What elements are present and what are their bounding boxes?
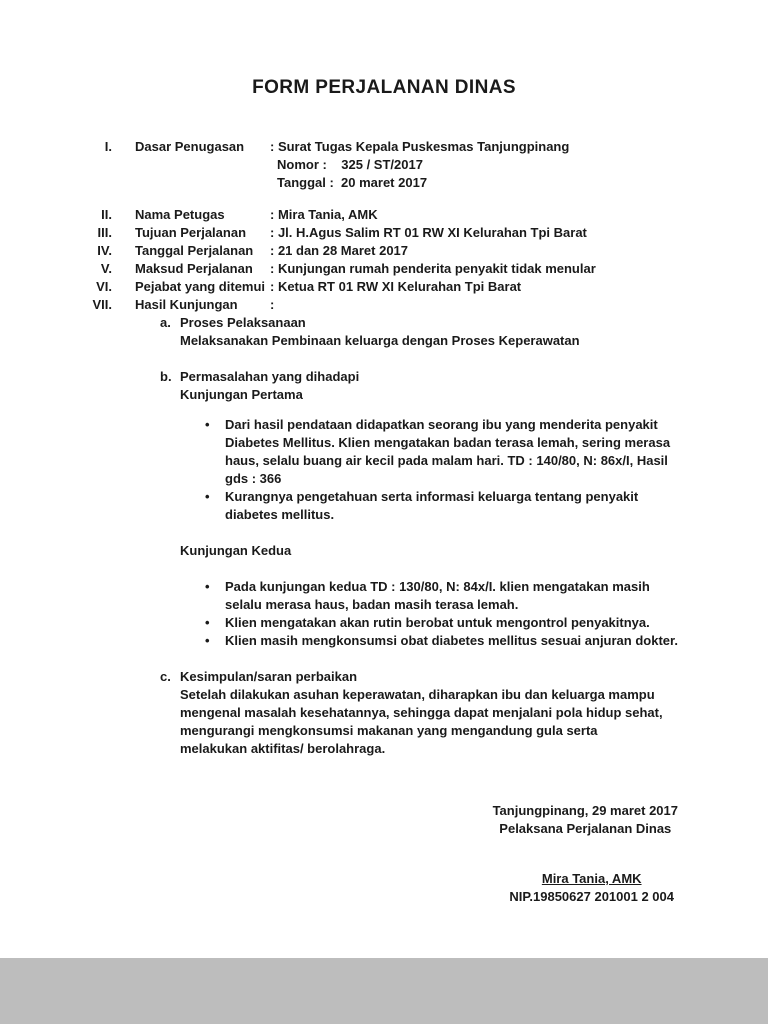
item-value: : Kunjungan rumah penderita penyakit tidak menular (270, 261, 596, 276)
section-title: Permasalahan yang dihadapi (180, 369, 360, 384)
bullet-text: Pada kunjungan kedua TD : 130/80, N: 84x/I. klien mengatakan masih selalu merasa haus, badan masih terasa lemah. (225, 579, 650, 612)
section-heading (160, 668, 768, 686)
section-heading (160, 368, 768, 386)
closing-place-date: Tanjungpinang, 29 maret 2017 (492, 803, 678, 818)
item-row-tanggal-perjalanan (0, 242, 768, 260)
signer-name: Mira Tania, AMK (541, 871, 642, 886)
section-letter: c. (160, 669, 171, 684)
scanner-background-edge (0, 958, 768, 1024)
bullet-icon: • (205, 417, 210, 432)
bullet-icon: • (205, 615, 210, 630)
section-heading (160, 314, 768, 332)
section-c-kesimpulan (160, 668, 768, 758)
bullet-text: Klien mengatakan akan rutin berobat untuk mengontrol penyakitnya. (225, 615, 650, 630)
item-value: : Mira Tania, AMK (270, 207, 378, 222)
item-row-nama-petugas (0, 206, 768, 224)
bullet-item (205, 614, 768, 632)
item-value: : Jl. H.Agus Salim RT 01 RW XI Kelurahan Tpi Barat (270, 225, 587, 240)
item-row-hasil-kunjungan (0, 296, 768, 314)
item-value: : 21 dan 28 Maret 2017 (270, 243, 409, 258)
item-value: : Surat Tugas Kepala Puskesmas Tanjungpinang (270, 139, 570, 154)
section-b-permasalahan (160, 368, 768, 650)
item-number: VI. (96, 279, 112, 294)
section-title: Kesimpulan/saran perbaikan (180, 669, 358, 684)
item-value: : (270, 297, 275, 312)
spacer (0, 192, 768, 206)
item-label: Tujuan Perjalanan (135, 225, 247, 240)
closing-role: Pelaksana Perjalanan Dinas (499, 821, 672, 836)
item-extra-tanggal: Tanggal : 20 maret 2017 (277, 175, 428, 190)
bullet-text: Klien masih mengkonsumsi obat diabetes mellitus sesuai anjuran dokter. (225, 633, 678, 648)
bullet-item (205, 632, 768, 650)
section-title: Proses Pelaksanaan (180, 315, 306, 330)
bullet-item (205, 578, 768, 614)
item-row-tujuan-perjalanan (0, 224, 768, 242)
signature-block (509, 870, 674, 906)
item-number: II. (101, 207, 112, 222)
item-row-pejabat-ditemui (0, 278, 768, 296)
section-body: Setelah dilakukan asuhan keperawatan, diharapkan ibu dan keluarga mampu mengenal masalah kesehatannya, sehingga dapat menjalani pola hidup sehat, mengurangi mengkonsumsi makanan yang mengandung gula serta melakukan aktifitas/ berolahraga. (180, 687, 663, 756)
bullet-item (205, 416, 768, 488)
bullet-icon: • (205, 489, 210, 504)
item-label: Dasar Penugasan (135, 139, 245, 154)
visit-2-title: Kunjungan Kedua (180, 543, 292, 558)
numbered-item-list (0, 138, 768, 314)
item-number: I. (104, 139, 112, 154)
item-number: V. (100, 261, 112, 276)
item-label: Hasil Kunjungan (135, 297, 238, 312)
form-title: FORM PERJALANAN DINAS (252, 77, 516, 98)
item-extra-nomor: Nomor : 325 / ST/2017 (277, 157, 423, 172)
section-body: Melaksanakan Pembinaan keluarga dengan Proses Keperawatan (180, 333, 580, 348)
item-label: Pejabat yang ditemui (135, 279, 266, 294)
bullet-text: Dari hasil pendataan didapatkan seorang ibu yang menderita penyakit Diabetes Mellitus. Klien mengatakan badan terasa lemah, sering merasa haus, selalu buang air kecil pada malam hari. TD : 140/80, N: 86x/I, Hasil gds : 366 (225, 417, 671, 486)
bullet-icon: • (205, 579, 210, 594)
item-number: III. (97, 225, 112, 240)
item-label: Maksud Perjalanan (135, 261, 253, 276)
bullet-text: Kurangnya pengetahuan serta informasi keluarga tentang penyakit diabetes mellitus. (225, 489, 639, 522)
item-value: : Ketua RT 01 RW XI Kelurahan Tpi Barat (270, 279, 522, 294)
item-row-dasar-penugasan (0, 138, 768, 156)
section-letter: b. (160, 369, 172, 384)
section-letter: a. (160, 315, 171, 330)
item-label: Nama Petugas (135, 207, 225, 222)
visit-1-title: Kunjungan Pertama (180, 387, 303, 402)
bullet-icon: • (205, 633, 210, 648)
section-a-proses-pelaksanaan (160, 314, 768, 350)
item-number: IV. (97, 243, 112, 258)
item-label: Tanggal Perjalanan (135, 243, 254, 258)
item-row-maksud-perjalanan (0, 260, 768, 278)
signer-nip: NIP.19850627 201001 2 004 (509, 889, 674, 904)
item-number: VII. (92, 297, 112, 312)
bullet-item (205, 488, 768, 524)
closing-block (493, 802, 678, 838)
